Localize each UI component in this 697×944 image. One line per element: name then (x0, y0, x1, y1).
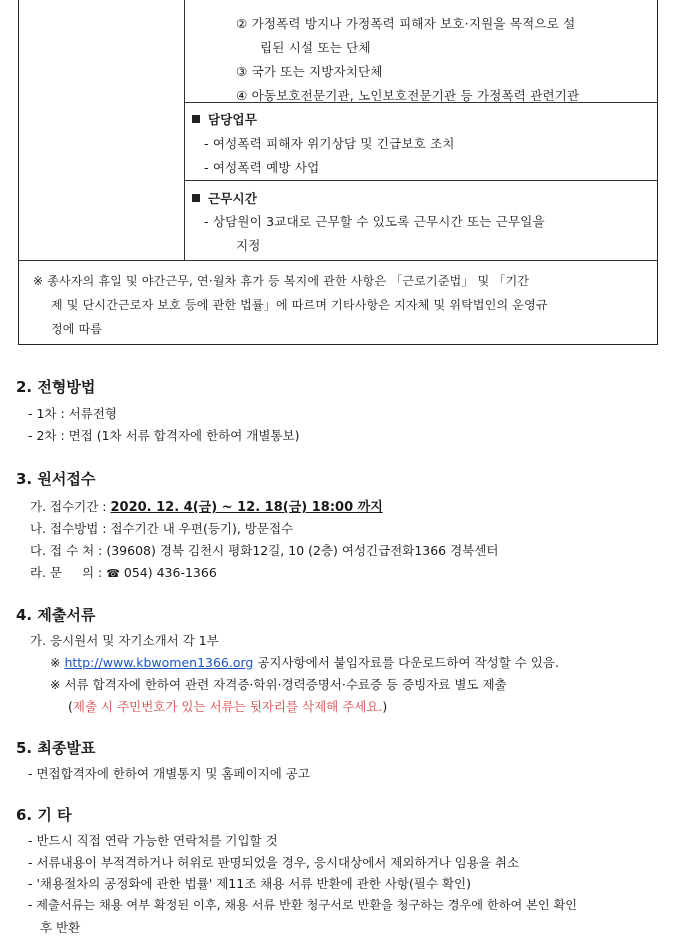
square-bullet-icon (192, 194, 200, 202)
table-right-column (184, 0, 657, 260)
note-line: 제 및 단시간근로자 보호 등에 관한 법률」에 따르며 기타사항은 지자체 및 위탁법인의 운영규 (51, 298, 548, 312)
documents-note-privacy (68, 697, 387, 715)
screening-step: - 1차 : 서류전형 (28, 406, 117, 421)
etc-item: 후 반환 (40, 920, 81, 935)
section-title-documents: 4. 제출서류 (16, 606, 96, 624)
facility-item: 립된 시설 또는 단체 (260, 40, 371, 55)
square-bullet-icon (192, 115, 200, 123)
application-method: 나. 접수방법 : 접수기간 내 우편(등기), 방문접수 (30, 521, 294, 536)
note-divider (19, 260, 657, 261)
row-divider (184, 102, 657, 103)
etc-item: - 제출서류는 채용 여부 확정된 이후, 채용 서류 반환 청구서로 반환을 청구하는 경우에 한하여 본인 확인 (28, 898, 578, 912)
documents-note-download (50, 653, 559, 671)
table-left-column (19, 0, 185, 260)
screening-step: - 2차 : 면접 (1차 서류 합격자에 한하여 개별통보) (28, 428, 300, 443)
etc-item: - '채용절차의 공정화에 관한 법률' 제11조 채용 서류 반환에 관한 사항(필수 확인) (28, 876, 472, 891)
duties-title: 담당업무 (208, 112, 258, 127)
hours-title: 근무시간 (208, 191, 258, 206)
application-contact (30, 563, 217, 581)
note-line: 정에 따름 (51, 322, 103, 336)
hours-item: 지정 (236, 238, 261, 253)
section-title-screening: 2. 전형방법 (16, 378, 96, 396)
section-title-final: 5. 최종발표 (16, 739, 96, 757)
documents-item: 가. 응시원서 및 자기소개서 각 1부 (30, 633, 219, 648)
duties-heading (192, 110, 257, 128)
hours-item: - 상담원이 3교대로 근무할 수 있도록 근무시간 또는 근무일을 (204, 214, 545, 229)
duty-item: - 여성폭력 피해자 위기상담 및 긴급보호 조치 (204, 136, 455, 151)
final-item: - 면접합격자에 한하여 개별통지 및 홈페이지에 공고 (28, 766, 310, 781)
duty-item: - 여성폭력 예방 사업 (204, 160, 320, 175)
facility-item: ② 가정폭력 방지나 가정폭력 피해자 보호·지원을 목적으로 설 (236, 16, 576, 31)
facility-item: ④ 아동보호전문기관, 노인보호전문기관 등 가정폭력 관련기관 (236, 88, 580, 103)
paren-open: ( (68, 699, 73, 714)
section-title-etc: 6. 기 타 (16, 806, 72, 824)
note-marker: ※ (50, 655, 65, 670)
period-label: 가. 접수기간 : (30, 499, 111, 514)
phone-icon: ☎ (106, 567, 120, 580)
privacy-warning: 제출 시 주민번호가 있는 서류는 뒷자리를 삭제해 주세요. (72, 699, 383, 714)
etc-item: - 서류내용이 부적격하거나 허위로 판명되었을 경우, 응시대상에서 제외하거나 임용을 취소 (28, 855, 520, 870)
website-link[interactable]: http://www.kbwomen1366.org (64, 655, 254, 670)
conditions-table (18, 0, 658, 345)
application-place: 다. 접 수 처 : (39608) 경북 김천시 평화12길, 10 (2층) 여성긴급전화1366 경북센터 (30, 543, 499, 558)
period-value: 2020. 12. 4(금) ~ 12. 18(금) 18:00 까지 (110, 500, 383, 515)
etc-item: - 반드시 직접 연락 가능한 연락처를 기입할 것 (28, 833, 278, 848)
section-title-application: 3. 원서접수 (16, 470, 96, 488)
row-divider (184, 180, 657, 181)
contact-value: 054) 436-1366 (119, 565, 217, 580)
contact-label: 라. 문 의 : (30, 565, 107, 580)
note-line: ※ 종사자의 휴일 및 야간근무, 연·월차 휴가 등 복지에 관한 사항은 「근로기준법」 및 「기간 (33, 274, 530, 288)
paren-close: ) (382, 699, 388, 714)
note-text: 공지사항에서 붙임자료를 다운로드하여 작성할 수 있음. (253, 655, 559, 670)
application-period (30, 496, 383, 515)
hours-heading (192, 189, 257, 207)
facility-item: ③ 국가 또는 지방자치단체 (236, 64, 383, 79)
documents-note-proof: ※ 서류 합격자에 한하여 관련 자격증·학위·경력증명서·수료증 등 증빙자료 별도 제출 (50, 677, 507, 692)
